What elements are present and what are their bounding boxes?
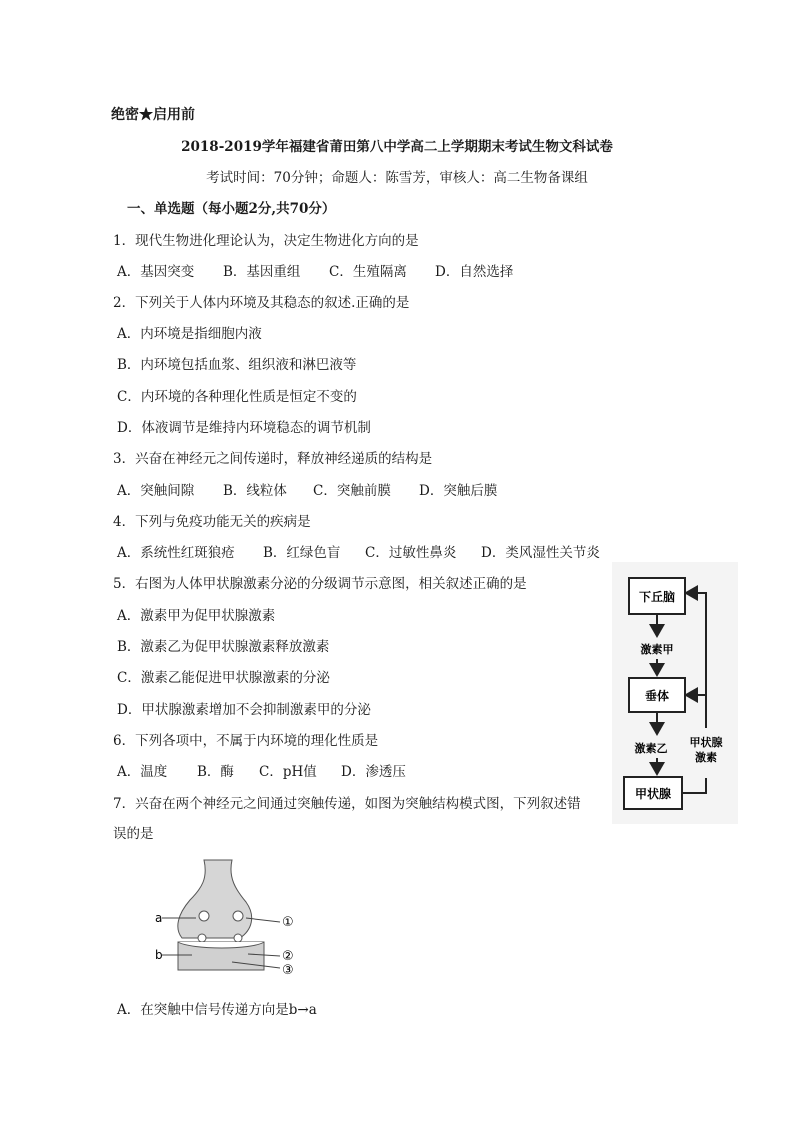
synapse-label-1: ① (282, 915, 294, 930)
q6-option-d: D．渗透压 (341, 764, 406, 780)
q4-option-a: A．系统性红斑狼疮 (117, 545, 235, 561)
synapse-label-2: ② (282, 949, 294, 964)
question-5-stem: 5．右图为人体甲状腺激素分泌的分级调节示意图，相关叙述正确的是 (113, 576, 527, 592)
q3-option-d: D．突触后膜 (419, 483, 498, 499)
vesicle (233, 911, 243, 921)
q5-option-b: B．激素乙为促甲状腺激素释放激素 (117, 639, 330, 655)
section-heading: 一、单选题（每小题2分,共70分） (127, 201, 336, 217)
q6-option-a: A．温度 (117, 764, 168, 780)
question-7-stem-line2: 误的是 (113, 826, 154, 842)
vesicle (199, 911, 209, 921)
q6-option-c: C．pH值 (259, 764, 317, 780)
q4-option-b: B．红绿色盲 (263, 545, 341, 561)
hypothalamus-label: 下丘脑 (638, 590, 676, 604)
q4-option-c: C．过敏性鼻炎 (365, 545, 457, 561)
hormone-regulation-diagram (612, 562, 738, 824)
q2-option-d: D．体液调节是维持内环境稳态的调节机制 (117, 420, 371, 436)
q3-option-c: C．突触前膜 (313, 483, 391, 499)
question-6-options (117, 760, 406, 780)
question-3-stem: 3．兴奋在神经元之间传递时，释放神经递质的结构是 (113, 451, 433, 467)
question-4-stem: 4．下列与免疫功能无关的疾病是 (113, 514, 311, 530)
q1-option-b: B．基因重组 (223, 264, 301, 280)
q1-option-d: D．自然选择 (435, 264, 514, 280)
q1-option-c: C．生殖隔离 (329, 264, 407, 280)
q3-option-b: B．线粒体 (223, 483, 287, 499)
q5-option-a: A．激素甲为促甲状腺激素 (117, 608, 276, 624)
presynaptic-terminal (178, 860, 252, 938)
synapse-diagram (152, 858, 312, 980)
q7-option-a: A．在突触中信号传递方向是b→a (117, 1002, 317, 1018)
vesicle (198, 934, 206, 942)
hormone-yi-label: 激素乙 (634, 742, 668, 755)
q2-option-c: C．内环境的各种理化性质是恒定不变的 (117, 389, 357, 405)
feedback-label-line1: 甲状腺 (689, 736, 723, 749)
synapse-label-b: b (155, 948, 163, 962)
pituitary-label: 垂体 (644, 689, 670, 703)
feedback-label-line2: 激素 (695, 751, 717, 764)
q5-option-c: C．激素乙能促进甲状腺激素的分泌 (117, 670, 330, 686)
q5-option-d: D．甲状腺激素增加不会抑制激素甲的分泌 (117, 702, 371, 718)
document-title: 2018-2019学年福建省莆田第八中学高二上学期期末考试生物文科试卷 (181, 139, 613, 155)
secret-label: 绝密★启用前 (111, 107, 195, 123)
q4-option-d: D．类风湿性关节炎 (481, 545, 600, 561)
synapse-label-a: a (155, 911, 163, 925)
q2-option-a: A．内环境是指细胞内液 (117, 326, 262, 342)
question-6-stem: 6．下列各项中，不属于内环境的理化性质是 (113, 733, 379, 749)
q3-option-a: A．突触间隙 (117, 483, 195, 499)
q6-option-b: B．酶 (197, 764, 234, 780)
question-7-stem-line1: 7．兴奋在两个神经元之间通过突触传递，如图为突触结构模式图，下列叙述错 (113, 796, 581, 812)
question-2-stem: 2．下列关于人体内环境及其稳态的叙述.正确的是 (113, 295, 410, 311)
question-1-stem: 1．现代生物进化理论认为，决定生物进化方向的是 (113, 233, 419, 249)
q2-option-b: B．内环境包括血浆、组织液和淋巴液等 (117, 357, 357, 373)
question-1-options (117, 260, 513, 280)
question-3-options (117, 479, 497, 499)
question-4-options (117, 541, 600, 561)
synapse-label-3: ③ (282, 963, 294, 978)
q1-option-a: A．基因突变 (117, 264, 195, 280)
exam-info: 考试时间：70分钟；命题人：陈雪芳，审核人：高二生物备课组 (206, 170, 588, 186)
hormone-jia-label: 激素甲 (640, 643, 674, 656)
thyroid-label: 甲状腺 (634, 787, 672, 801)
vesicle (234, 934, 242, 942)
